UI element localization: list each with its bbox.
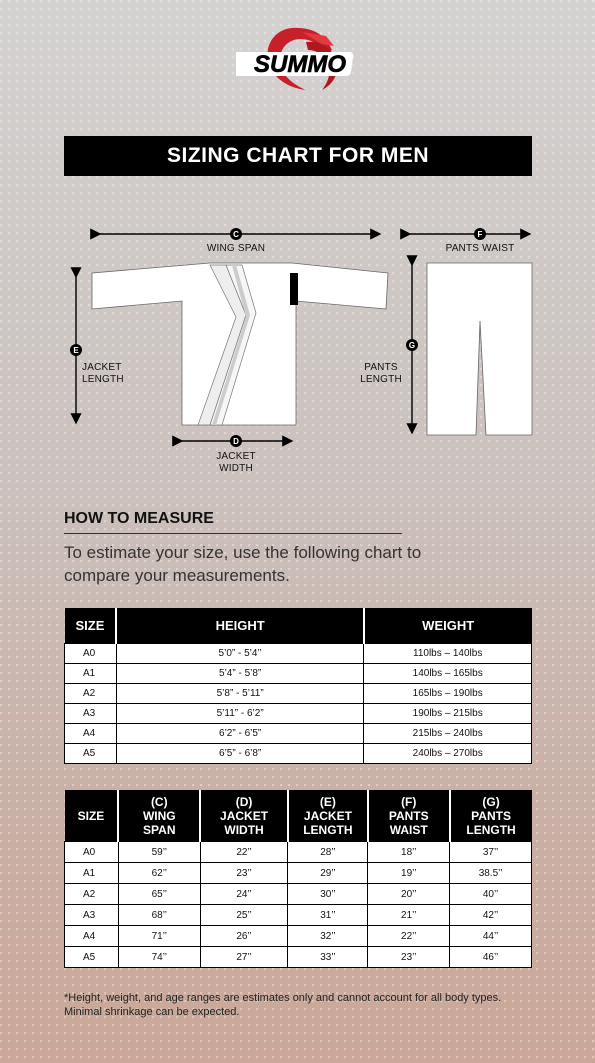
table-row xyxy=(65,684,532,704)
table-cell: 26’’ xyxy=(200,926,288,947)
header-height: HEIGHT xyxy=(116,608,363,644)
table-cell: A2 xyxy=(65,684,117,704)
table-row xyxy=(65,644,532,664)
pants-length-label-line2: LENGTH xyxy=(360,374,402,385)
table-cell: 31’’ xyxy=(288,905,368,926)
label-g-icon: G xyxy=(406,339,418,351)
table-row xyxy=(65,704,532,724)
table-cell: 215lbs – 240lbs xyxy=(364,724,532,744)
header-line: WIDTH xyxy=(224,822,264,837)
table-cell: 110lbs – 140lbs xyxy=(364,644,532,664)
jacket-illustration xyxy=(92,263,388,425)
table-cell: 24’’ xyxy=(200,884,288,905)
pants-length-label-line1: PANTS xyxy=(364,362,398,373)
table-row xyxy=(65,926,532,947)
header-line: JACKET xyxy=(303,808,352,823)
jacket-width-label xyxy=(206,451,266,475)
table-row xyxy=(65,947,532,968)
table-cell: 30’’ xyxy=(288,884,368,905)
jacket-width-label-line2: WIDTH xyxy=(219,463,253,474)
pants-waist-label: PANTS WAIST xyxy=(445,243,515,254)
table-cell: A5 xyxy=(65,947,119,968)
label-e-icon: E xyxy=(70,344,82,356)
table-row xyxy=(65,905,532,926)
table-cell: 190lbs – 215lbs xyxy=(364,704,532,724)
header-line: SIZE xyxy=(77,808,105,823)
table-cell: 68’’ xyxy=(118,905,200,926)
table-cell: 33’’ xyxy=(288,947,368,968)
table-cell: 44’’ xyxy=(450,926,532,947)
table-cell: 65’’ xyxy=(118,884,200,905)
jacket-length-label-line1: JACKET xyxy=(82,362,122,373)
measurements-table xyxy=(64,790,532,968)
table-cell: A0 xyxy=(65,644,117,664)
header-line: (C) xyxy=(150,794,168,809)
table-cell: 140lbs – 165lbs xyxy=(364,664,532,684)
table-cell: 27’’ xyxy=(200,947,288,968)
label-c-icon: C xyxy=(230,228,242,240)
table-cell: 42’’ xyxy=(450,905,532,926)
header-line: (E) xyxy=(319,794,336,809)
table-cell: 40’’ xyxy=(450,884,532,905)
logo-text: SUMMO xyxy=(254,51,346,78)
table-header-row xyxy=(65,608,532,644)
header-line: (F) xyxy=(401,794,417,809)
header-cell xyxy=(450,790,532,842)
header-line: WING xyxy=(142,808,176,823)
wing-span-label: WING SPAN xyxy=(206,243,266,254)
table-cell: A0 xyxy=(65,842,119,863)
table-cell: 29’’ xyxy=(288,863,368,884)
table-cell: A2 xyxy=(65,884,119,905)
table-row xyxy=(65,884,532,905)
table-cell: 19’’ xyxy=(368,863,450,884)
height-weight-table xyxy=(64,608,532,764)
table-cell: 5’0” - 5’4’’ xyxy=(116,644,363,664)
table-cell: A1 xyxy=(65,664,117,684)
table-header-row xyxy=(65,790,532,842)
header-line: (G) xyxy=(482,794,500,809)
jacket-width-label-line1: JACKET xyxy=(216,451,256,462)
table-cell: 6’5” - 6’8” xyxy=(116,744,363,764)
divider xyxy=(64,533,402,534)
table-cell: 18’’ xyxy=(368,842,450,863)
how-to-measure-heading: HOW TO MEASURE xyxy=(64,510,214,527)
table-row xyxy=(65,664,532,684)
table-row xyxy=(65,724,532,744)
table-cell: 5’4” - 5’8” xyxy=(116,664,363,684)
header-line: (D) xyxy=(235,794,253,809)
header-weight: WEIGHT xyxy=(364,608,532,644)
jacket-length-label xyxy=(82,362,132,386)
summo-logo xyxy=(236,22,360,98)
table-cell: 32’’ xyxy=(288,926,368,947)
table-cell: 25’’ xyxy=(200,905,288,926)
table-cell: A1 xyxy=(65,863,119,884)
header-cell xyxy=(368,790,450,842)
header-line: LENGTH xyxy=(466,822,516,837)
table-cell: A4 xyxy=(65,926,119,947)
header-line: PANTS xyxy=(471,808,511,823)
table-cell: 5’8” - 5’11” xyxy=(116,684,363,704)
table-cell: 28’’ xyxy=(288,842,368,863)
pants-illustration xyxy=(427,263,532,435)
header-cell xyxy=(65,790,119,842)
table-cell: 38.5’’ xyxy=(450,863,532,884)
table-cell: 23’’ xyxy=(200,863,288,884)
header-line: LENGTH xyxy=(303,822,353,837)
table-cell: 22’’ xyxy=(368,926,450,947)
footnote: *Height, weight, and age ranges are estimates only and cannot account for all body types. Minimal shrinkage can be expected. xyxy=(64,992,502,1018)
header-line: JACKET xyxy=(220,808,269,823)
table-cell: 22’’ xyxy=(200,842,288,863)
table-cell: A3 xyxy=(65,704,117,724)
header-size: SIZE xyxy=(65,608,117,644)
measurement-diagram xyxy=(60,225,540,455)
label-d-icon: D xyxy=(230,435,242,447)
how-to-measure-text: To estimate your size, use the following chart to compare your measurements. xyxy=(64,543,422,585)
table-cell: 62’’ xyxy=(118,863,200,884)
table-cell: 37’’ xyxy=(450,842,532,863)
table-cell: 20’’ xyxy=(368,884,450,905)
header-line: SPAN xyxy=(143,822,176,837)
header-line: WAIST xyxy=(389,822,428,837)
header-cell xyxy=(118,790,200,842)
table-cell: A4 xyxy=(65,724,117,744)
table-cell: 59’’ xyxy=(118,842,200,863)
table-cell: A3 xyxy=(65,905,119,926)
table-cell: 21’’ xyxy=(368,905,450,926)
header-line: PANTS xyxy=(388,808,429,823)
table-cell: 23’’ xyxy=(368,947,450,968)
label-f-icon: F xyxy=(474,228,486,240)
table-row xyxy=(65,863,532,884)
table-cell: 71’’ xyxy=(118,926,200,947)
table-cell: A5 xyxy=(65,744,117,764)
table-cell: 240lbs – 270lbs xyxy=(364,744,532,764)
pants-length-label xyxy=(356,362,406,386)
header-cell xyxy=(200,790,288,842)
table-row xyxy=(65,842,532,863)
header-cell xyxy=(288,790,368,842)
table-cell: 46’’ xyxy=(450,947,532,968)
page-title: SIZING CHART FOR MEN xyxy=(64,136,532,176)
jacket-length-label-line2: LENGTH xyxy=(82,374,124,385)
table-cell: 6’2” - 6’5” xyxy=(116,724,363,744)
table-row xyxy=(65,744,532,764)
table-cell: 74’’ xyxy=(118,947,200,968)
table-cell: 165lbs – 190lbs xyxy=(364,684,532,704)
table-cell: 5’11” - 6’2” xyxy=(116,704,363,724)
